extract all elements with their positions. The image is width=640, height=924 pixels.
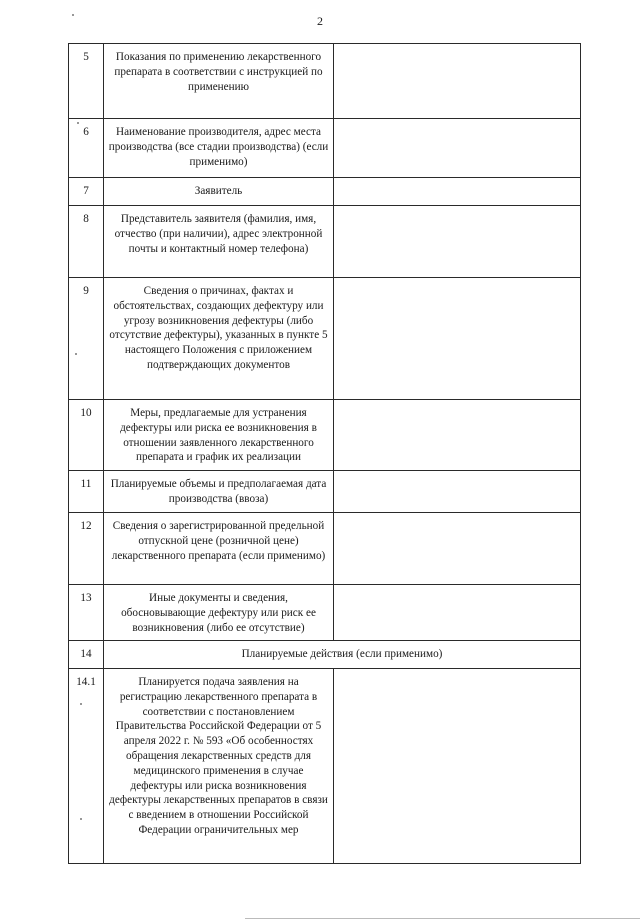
table-row	[69, 669, 581, 864]
table-row	[69, 44, 581, 119]
scan-speck	[80, 703, 82, 705]
scan-speck	[72, 14, 74, 16]
section-heading: Планируемые действия (если применимо)	[104, 641, 581, 669]
row-description: Наименование производителя, адрес места производства (все стадии производства) (если применимо)	[104, 119, 334, 178]
value-cell[interactable]	[334, 471, 581, 513]
row-number: 14.1	[69, 669, 104, 864]
row-description: Показания по применению лекарственного препарата в соответствии с инструкцией по применению	[104, 44, 334, 119]
row-number: 5	[69, 44, 104, 119]
row-number: 14	[69, 641, 104, 669]
row-number: 8	[69, 206, 104, 278]
value-cell[interactable]	[334, 206, 581, 278]
row-description: Меры, предлагаемые для устранения дефектуры или риска ее возникновения в отношении заявленного лекарственного препарата и график их реализации	[104, 400, 334, 471]
scan-edge-line	[245, 918, 640, 919]
row-description: Представитель заявителя (фамилия, имя, отчество (при наличии), адрес электронной почты и контактный номер телефона)	[104, 206, 334, 278]
table-row-section	[69, 641, 581, 669]
row-number: 13	[69, 585, 104, 641]
value-cell[interactable]	[334, 44, 581, 119]
table-row	[69, 400, 581, 471]
application-form-table	[68, 43, 581, 864]
scan-speck	[75, 353, 77, 355]
scan-speck	[77, 122, 79, 124]
row-description: Сведения о зарегистрированной предельной отпускной цене (розничной цене) лекарственного препарата (если применимо)	[104, 513, 334, 585]
row-number: 10	[69, 400, 104, 471]
table-row	[69, 278, 581, 400]
row-number: 11	[69, 471, 104, 513]
value-cell[interactable]	[334, 585, 581, 641]
table-row	[69, 585, 581, 641]
row-description: Иные документы и сведения, обосновывающие дефектуру или риск ее возникновения (либо ее отсутствие)	[104, 585, 334, 641]
table-row	[69, 178, 581, 206]
row-description: Планируется подача заявления на регистрацию лекарственного препарата в соответствии с постановлением Правительства Российской Федерации от 5 апреля 2022 г. № 593 «Об особенностях обращения лекарственных средств для медицинского применения в случае дефектуры или риска возникновения дефектуры лекарственных препаратов в связи с введением в отношении Российской Федерации ограничительных мер	[104, 669, 334, 864]
row-description: Планируемые объемы и предполагаемая дата производства (ввоза)	[104, 471, 334, 513]
value-cell[interactable]	[334, 513, 581, 585]
scan-speck	[80, 818, 82, 820]
value-cell[interactable]	[334, 119, 581, 178]
value-cell[interactable]	[334, 178, 581, 206]
row-number: 6	[69, 119, 104, 178]
value-cell[interactable]	[334, 669, 581, 864]
table-row	[69, 513, 581, 585]
row-number: 12	[69, 513, 104, 585]
table-row	[69, 119, 581, 178]
row-description: Сведения о причинах, фактах и обстоятельствах, создающих дефектуру или угрозу возникновения дефектуры (либо отсутствие дефектуры), указанных в пункте 5 настоящего Положения с приложением подтверждающих документов	[104, 278, 334, 400]
page-number: 2	[317, 14, 323, 28]
value-cell[interactable]	[334, 400, 581, 471]
table-row	[69, 206, 581, 278]
row-number: 9	[69, 278, 104, 400]
row-description: Заявитель	[104, 178, 334, 206]
row-number: 7	[69, 178, 104, 206]
table-row	[69, 471, 581, 513]
value-cell[interactable]	[334, 278, 581, 400]
